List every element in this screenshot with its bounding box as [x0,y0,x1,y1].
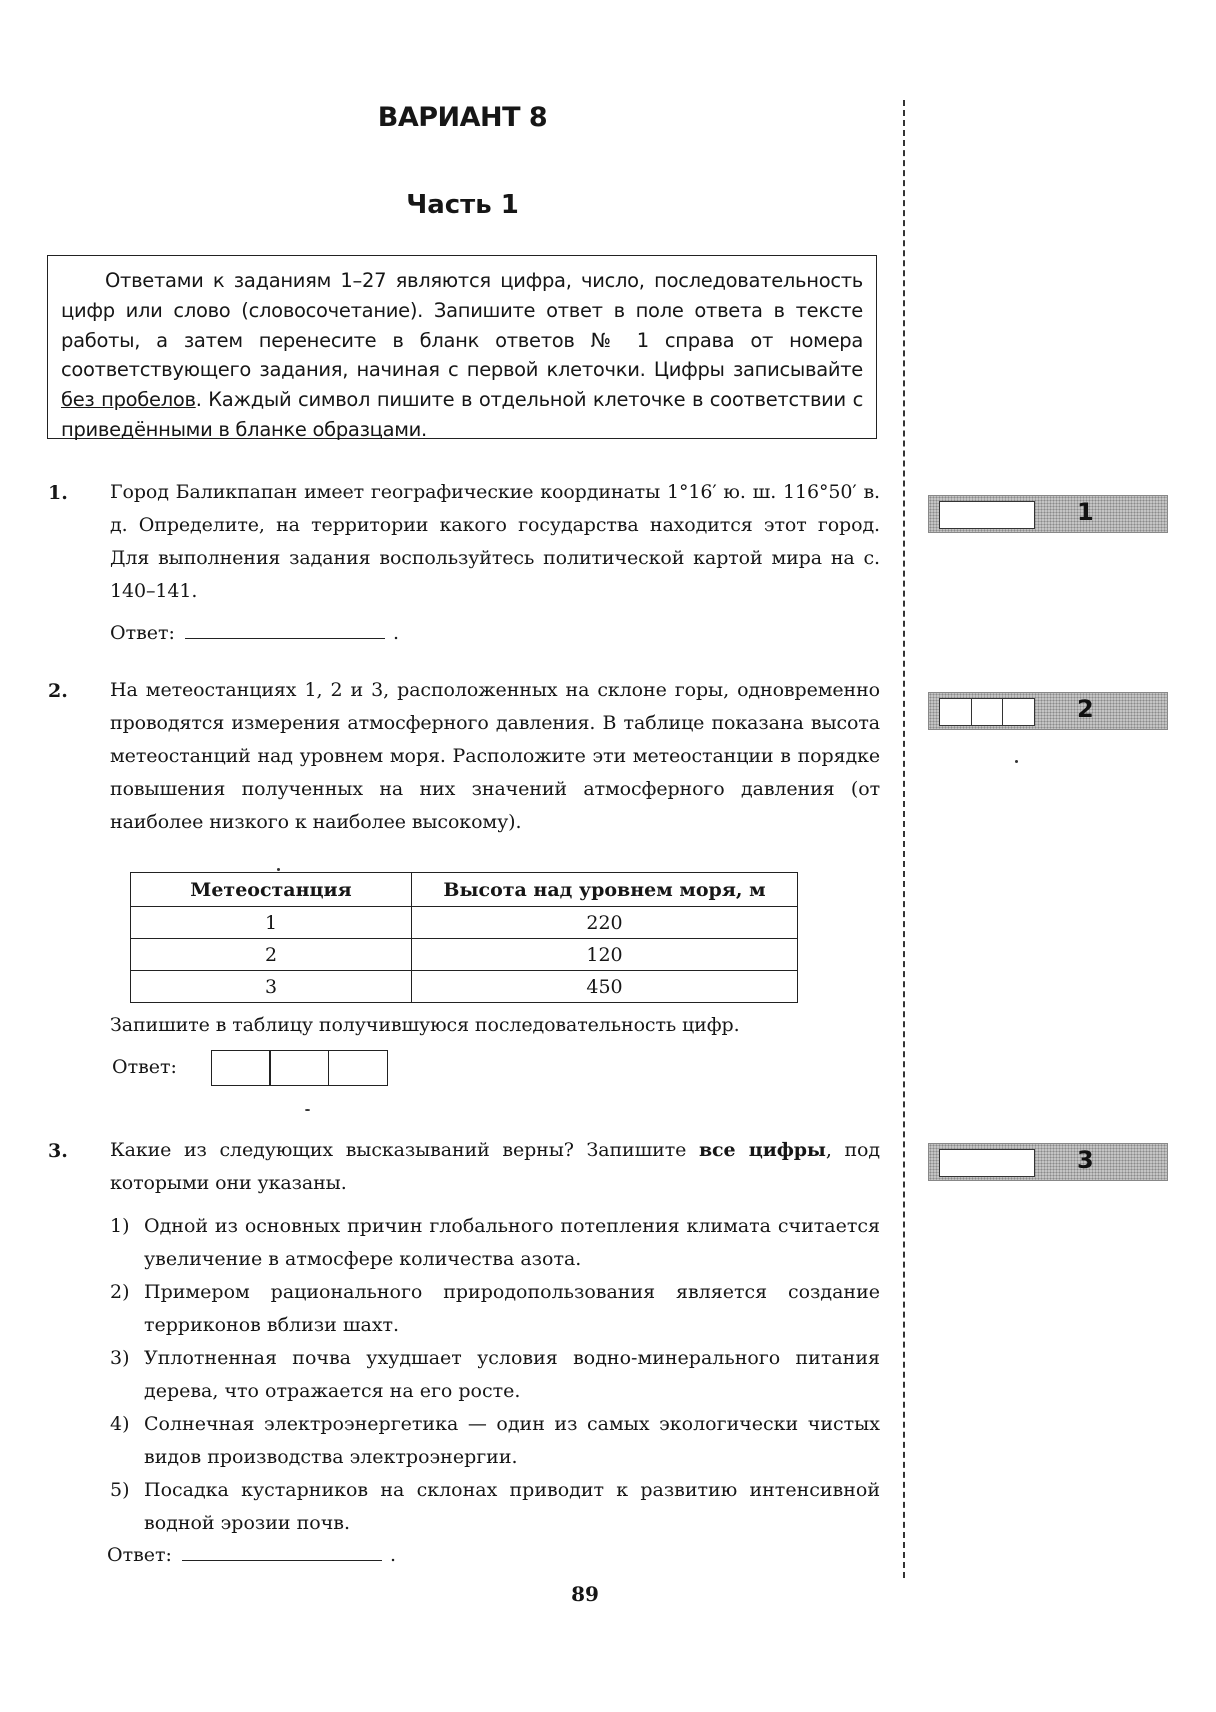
question-3-text-end: , под которыми они указаны. [110,1139,880,1194]
question-3-text-bold: все цифры [698,1139,826,1161]
option-2 [110,1276,880,1342]
question-1-text: Город Баликпапан имеет географические координаты 1°16′ ю. ш. 116°50′ в. д. Определите, на территории какого государства находится этот город. Для выполнения задания воспользуйтесь политической картой мира на с. 140–141. [110,481,880,602]
variant-title: ВАРИАНТ 8 [377,102,548,133]
answer-end: . [392,622,399,644]
option-number: 1) [110,1215,130,1237]
answer-box-2 [928,692,1168,730]
option-text: Уплотненная почва ухудшает условия водно-минерального питания дерева, что отражается на его росте. [144,1347,880,1402]
question-2-instruction: Запишите в таблицу получившуюся последовательность цифр. [110,1014,740,1036]
answer-label: Ответ: [110,622,175,644]
table-header: Высота над уровнем моря, м [412,873,798,907]
answer-box-2-number: 2 [1077,695,1094,723]
part-title: Часть 1 [406,190,519,220]
answer-cell[interactable] [328,1050,388,1086]
option-text: Одной из основных причин глобального потепления климата считается увеличение в атмосфере количества азота. [144,1215,880,1270]
option-text: Солнечная электроэнергетика — один из самых экологически чистых видов производства электроэнергии. [144,1413,880,1468]
question-2-answer-cells [212,1050,388,1086]
answer-box-1-number: 1 [1077,498,1094,526]
instructions-text: Ответами к заданиям 1–27 являются цифра, число, последовательность цифр или слово (словосочетание). Запишите ответ в поле ответа в тексте работы, а затем перенесите в бланк ответов № 1 справа от номера соответствующего задания, начиная с первой клеточки. Цифры записывайте [61,269,863,382]
answer-box-cell[interactable] [939,698,972,726]
answer-cell[interactable] [269,1050,329,1086]
speck [1015,760,1018,763]
answer-box-1-field[interactable] [939,501,1035,529]
table-cell: 1 [131,907,412,939]
table-header: Метеостанция [131,873,412,907]
table-row [131,939,798,971]
page-number: 89 [571,1582,599,1606]
option-text: Примером рационального природопользования является создание терриконов вблизи шахт. [144,1281,880,1336]
question-1-number: 1. [48,482,68,504]
speck [277,868,280,871]
instructions-underlined: без пробелов [61,388,196,412]
answer-box-cell[interactable] [971,698,1004,726]
answer-box-3-number: 3 [1077,1146,1094,1174]
question-2-number: 2. [48,680,68,702]
option-number: 3) [110,1347,130,1369]
answer-box-1 [928,495,1168,533]
table-header-row [131,873,798,907]
answer-input[interactable] [185,620,385,639]
instructions-text-end: . Каждый символ пишите в отдельной клеточке в соответствии с приведёнными в бланке образцами. [61,388,863,441]
question-3-number: 3. [48,1140,68,1162]
option-3 [110,1342,880,1408]
table-cell: 120 [412,939,798,971]
question-3-answer [107,1542,396,1566]
question-2-answer-label: Ответ: [112,1056,177,1078]
table-cell: 220 [412,907,798,939]
option-number: 4) [110,1413,130,1435]
table-row [131,971,798,1003]
option-5 [110,1474,880,1540]
option-number: 5) [110,1479,130,1501]
table-row [131,907,798,939]
table-cell: 450 [412,971,798,1003]
question-2-text: На метеостанциях 1, 2 и 3, расположенных на склоне горы, одновременно проводятся измерения атмосферного давления. В таблице показана высота метеостанций над уровнем моря. Расположите эти метеостанции в порядке повышения полученных на них значений атмосферного давления (от наиболее низкого к наиболее высокому). [110,679,880,833]
table-cell: 3 [131,971,412,1003]
option-4 [110,1408,880,1474]
answer-box-cell[interactable] [1002,698,1035,726]
answer-box-3 [928,1143,1168,1181]
option-text: Посадка кустарников на склонах приводит к развитию интенсивной водной эрозии почв. [144,1479,880,1534]
answer-label: Ответ: [107,1544,172,1566]
cut-line [903,100,905,1578]
answer-cell[interactable] [211,1050,271,1086]
question-3-text [110,1134,880,1200]
table-cell: 2 [131,939,412,971]
stations-table [130,872,798,1003]
answer-input[interactable] [182,1542,382,1561]
answer-box-2-cells [939,698,1034,726]
speck [305,1109,310,1111]
option-number: 2) [110,1281,130,1303]
answer-end: . [389,1544,396,1566]
answer-box-3-field[interactable] [939,1149,1035,1177]
question-1-answer [110,620,399,644]
instructions-box [47,255,877,439]
option-1 [110,1210,880,1276]
question-3-text-start: Какие из следующих высказываний верны? Запишите [110,1139,699,1161]
